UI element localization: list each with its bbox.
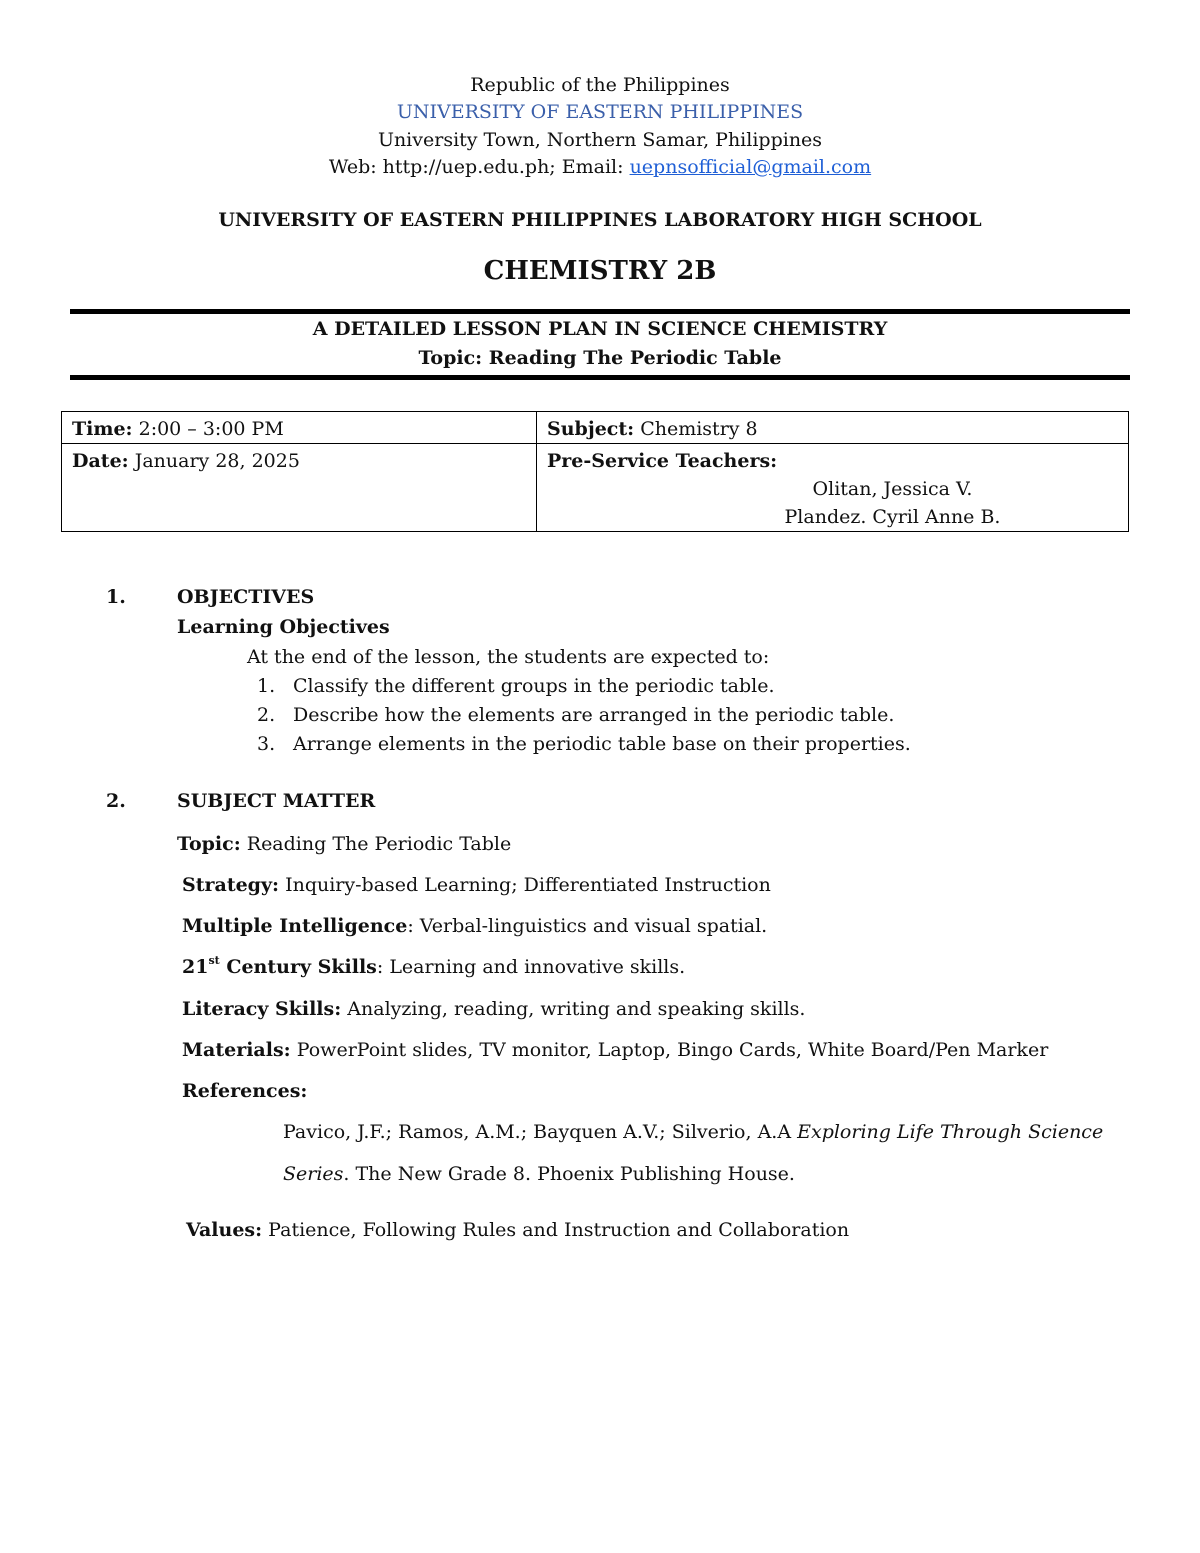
- date-label: Date:: [72, 450, 129, 472]
- topic-label: Topic:: [177, 833, 241, 855]
- objectives-intro: At the end of the lesson, the students are expected to:: [247, 646, 770, 668]
- century-number: 21: [182, 956, 209, 978]
- objective-text: Describe how the elements are arranged in the periodic table.: [293, 704, 895, 726]
- objectives-number: 1.: [106, 586, 126, 608]
- objective-text: Arrange elements in the periodic table base on their properties.: [293, 733, 911, 755]
- objectives-heading: OBJECTIVES: [177, 586, 315, 608]
- materials-label: Materials:: [182, 1039, 291, 1061]
- topic-line: [177, 833, 511, 855]
- objective-number: 3.: [257, 733, 276, 755]
- subject-matter-number: 2.: [106, 790, 126, 812]
- multiple-intelligence-line: [182, 915, 767, 937]
- references-label: References:: [182, 1080, 308, 1102]
- materials-value: PowerPoint slides, TV monitor, Laptop, Bingo Cards, White Board/Pen Marker: [290, 1039, 1049, 1061]
- reference-publisher: . The New Grade 8. Phoenix Publishing House.: [343, 1163, 795, 1185]
- mi-label: Multiple Intelligence: [182, 915, 408, 937]
- bottom-rule: [70, 375, 1130, 380]
- subject-value: Chemistry 8: [634, 418, 758, 440]
- info-table: [61, 411, 1129, 532]
- web-prefix: Web: http://uep.edu.ph; Email:: [328, 156, 630, 178]
- mi-value: : Verbal-linguistics and visual spatial.: [407, 915, 768, 937]
- header-country: Republic of the Philippines: [470, 74, 730, 96]
- subject-matter-heading: SUBJECT MATTER: [177, 790, 376, 812]
- time-label: Time:: [72, 418, 133, 440]
- teacher-name: Olitan, Jessica V.: [812, 478, 973, 500]
- header-university: UNIVERSITY OF EASTERN PHILIPPINES: [396, 101, 804, 123]
- literacy-skills-line: [182, 998, 805, 1020]
- objective-item: [257, 733, 911, 755]
- literacy-value: Analyzing, reading, writing and speaking skills.: [341, 998, 806, 1020]
- course-title: CHEMISTRY 2B: [483, 256, 717, 286]
- subject-cell: [537, 412, 1129, 444]
- reference-line-2: [283, 1163, 795, 1185]
- values-line: [186, 1219, 849, 1241]
- topic-value: Reading The Periodic Table: [240, 833, 512, 855]
- literacy-label: Literacy Skills:: [182, 998, 342, 1020]
- date-value: January 28, 2025: [128, 450, 300, 472]
- objective-number: 1.: [257, 675, 276, 697]
- century-label: Century Skills: [219, 956, 377, 978]
- objective-text: Classify the different groups in the periodic table.: [293, 675, 775, 697]
- objective-item: [257, 675, 775, 697]
- strategy-line: [182, 874, 771, 896]
- values-label: Values:: [186, 1219, 263, 1241]
- objective-number: 2.: [257, 704, 276, 726]
- plan-title: A DETAILED LESSON PLAN IN SCIENCE CHEMISTRY: [312, 318, 888, 340]
- subject-label: Subject:: [547, 418, 635, 440]
- plan-topic: Topic: Reading The Periodic Table: [418, 347, 782, 369]
- strategy-label: Strategy:: [182, 874, 280, 896]
- header-address: University Town, Northern Samar, Philippines: [377, 129, 823, 151]
- reference-title-cont: Series: [283, 1163, 344, 1185]
- time-value: 2:00 – 3:00 PM: [132, 418, 284, 440]
- objective-item: [257, 704, 894, 726]
- time-cell: [62, 412, 537, 444]
- learning-objectives-heading: Learning Objectives: [177, 616, 390, 638]
- values-value: Patience, Following Rules and Instruction and Collaboration: [262, 1219, 850, 1241]
- reference-authors: Pavico, J.F.; Ramos, A.M.; Bayquen A.V.; Silverio, A.A: [283, 1121, 798, 1143]
- header-web-line: [0, 154, 1200, 181]
- email-link[interactable]: uepnsofficial@gmail.com: [629, 156, 872, 178]
- strategy-value: Inquiry-based Learning; Differentiated Instruction: [279, 874, 771, 896]
- teacher-name: Plandez. Cyril Anne B.: [784, 506, 1001, 528]
- reference-line-1: [283, 1121, 1103, 1143]
- materials-line: [182, 1039, 1048, 1061]
- century-value: : Learning and innovative skills.: [376, 956, 686, 978]
- teachers-label: Pre-Service Teachers:: [547, 450, 778, 472]
- century-sup: st: [208, 954, 220, 967]
- top-rule: [70, 309, 1130, 314]
- reference-title: Exploring Life Through Science: [797, 1121, 1104, 1143]
- date-cell: [62, 444, 537, 532]
- century-skills-line: [182, 956, 685, 978]
- school-name: UNIVERSITY OF EASTERN PHILIPPINES LABORATORY HIGH SCHOOL: [218, 209, 982, 231]
- teachers-cell: [537, 444, 1129, 532]
